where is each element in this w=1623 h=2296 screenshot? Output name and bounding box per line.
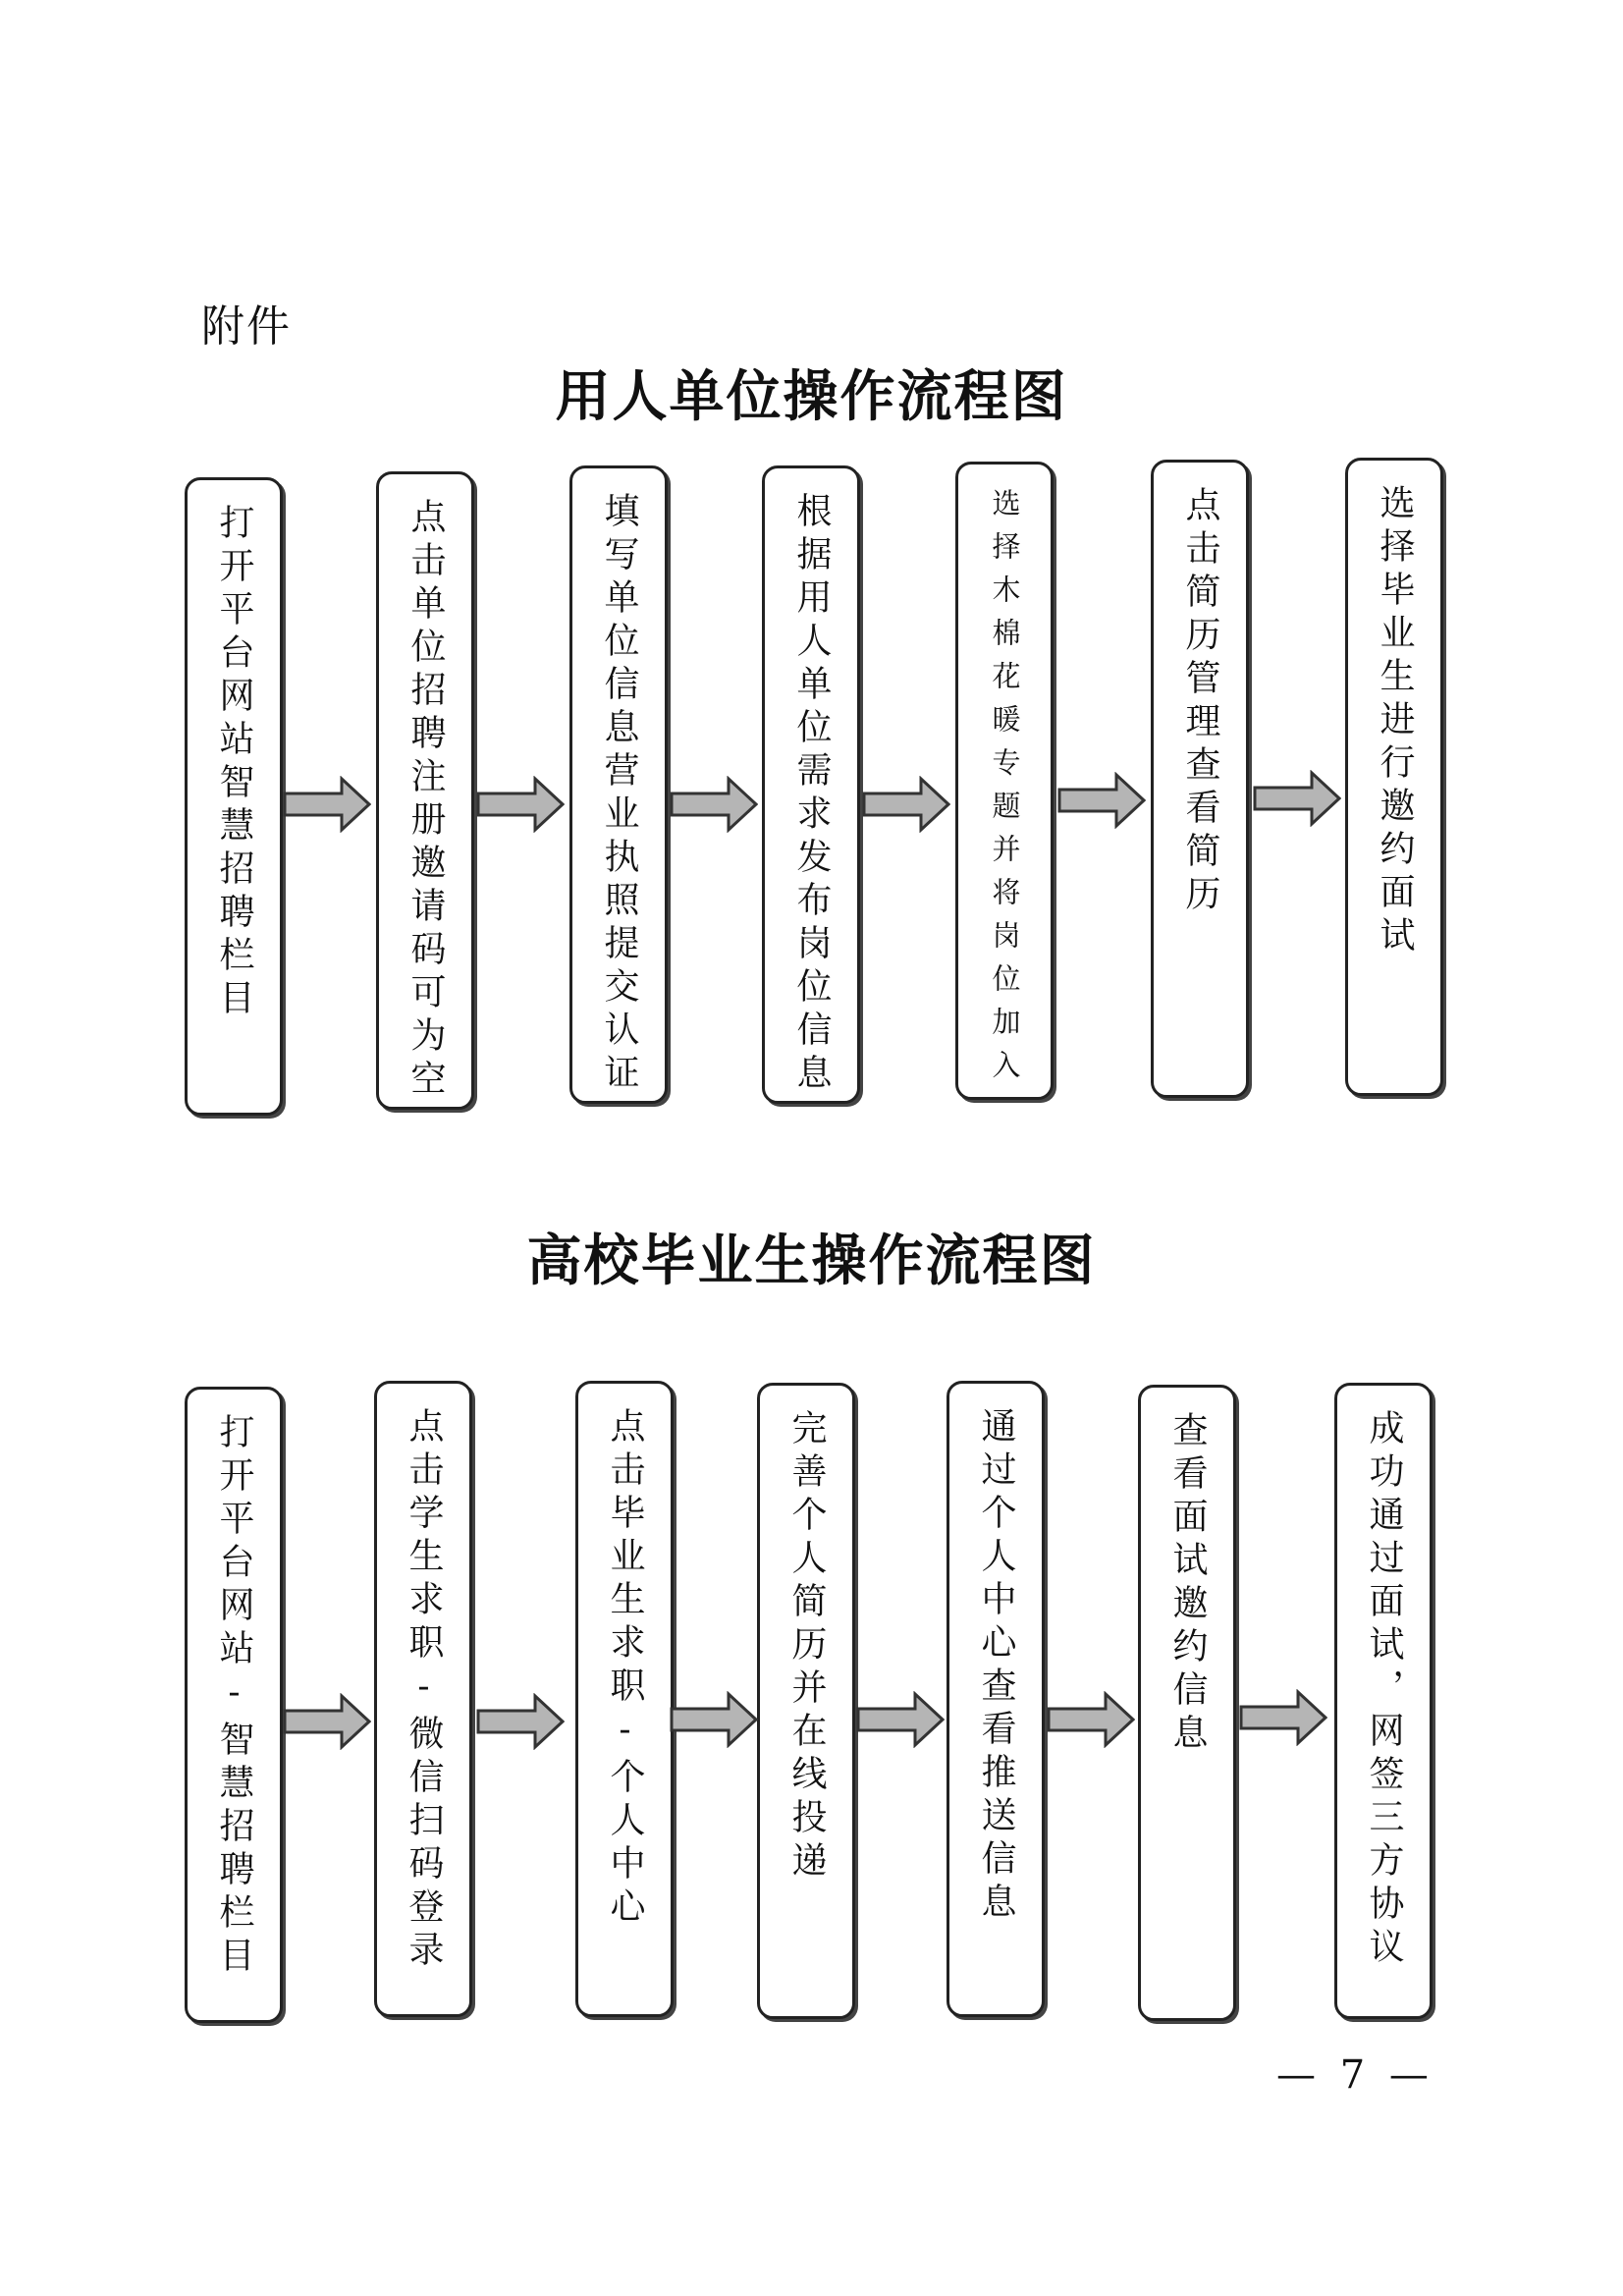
flow1-step-7 xyxy=(1345,458,1443,1096)
flow1-arrow-1 xyxy=(283,776,371,833)
flow2-title: 高校毕业生操作流程图 xyxy=(526,1229,1097,1293)
flow1-step-3 xyxy=(569,465,668,1104)
flow2-step-4-text: 完善个人简历并在线投递 xyxy=(786,1409,827,1885)
flow2-step-3-text: 点击毕业生求职-个人中心 xyxy=(605,1407,645,1931)
flow2-arrow-6 xyxy=(1239,1689,1327,1746)
flow1-step-2 xyxy=(376,471,474,1110)
flow1-step-1 xyxy=(185,477,283,1116)
flow2-step-3 xyxy=(575,1381,674,2017)
flow2-arrow-1 xyxy=(283,1693,371,1750)
flow1-arrow-2 xyxy=(476,776,565,833)
flow1-step-5-text: 选择木棉花暖专题并将岗位加入 xyxy=(988,488,1022,1093)
flow1-step-3-text: 填写单位信息营业执照提交认证 xyxy=(599,492,639,1097)
page-number: — 7 — xyxy=(1276,2052,1434,2098)
flow2-arrow-4 xyxy=(856,1691,945,1748)
flow2-step-2-text: 点击学生求职-微信扫码登录 xyxy=(404,1407,444,1974)
flow2-arrow-2 xyxy=(476,1693,565,1750)
flow2-step-1 xyxy=(185,1387,283,2023)
flow2-step-6 xyxy=(1138,1385,1236,2021)
flow2-step-5-text: 通过个人中心查看推送信息 xyxy=(976,1407,1016,1926)
flow1-step-6 xyxy=(1151,460,1249,1098)
flow2-arrow-3 xyxy=(670,1691,758,1748)
flow2-step-1-text: 打开平台网站-智慧招聘栏目 xyxy=(214,1413,254,1980)
flow1-arrow-6 xyxy=(1253,770,1341,827)
flow1-step-6-text: 点击简历管理查看简历 xyxy=(1180,486,1220,918)
flow1-step-1-text: 打开平台网站智慧招聘栏目 xyxy=(214,504,254,1022)
flow1-arrow-5 xyxy=(1057,772,1146,829)
flow2-step-5 xyxy=(947,1381,1045,2017)
flow2-step-6-text: 查看面试邀约信息 xyxy=(1167,1411,1208,1757)
flow2-step-7 xyxy=(1334,1383,1433,2019)
flow1-arrow-3 xyxy=(670,776,758,833)
flow1-step-5 xyxy=(955,462,1054,1100)
flow2-step-2 xyxy=(374,1381,472,2017)
flow1-step-2-text: 点击单位招聘注册邀请码可为空 xyxy=(406,498,446,1103)
flow1-title: 用人单位操作流程图 xyxy=(555,364,1068,429)
flow2-arrow-5 xyxy=(1047,1691,1135,1748)
flow1-step-4 xyxy=(762,465,860,1104)
flow2-step-4 xyxy=(757,1383,855,2019)
attachment-label: 附件 xyxy=(201,301,292,352)
flow1-arrow-4 xyxy=(862,776,950,833)
flow1-step-4-text: 根据用人单位需求发布岗位信息 xyxy=(791,492,832,1097)
flow2-step-7-text: 成功通过面试，网签三方协议 xyxy=(1364,1409,1404,1971)
flow1-step-7-text: 选择毕业生进行邀约面试 xyxy=(1375,484,1415,959)
